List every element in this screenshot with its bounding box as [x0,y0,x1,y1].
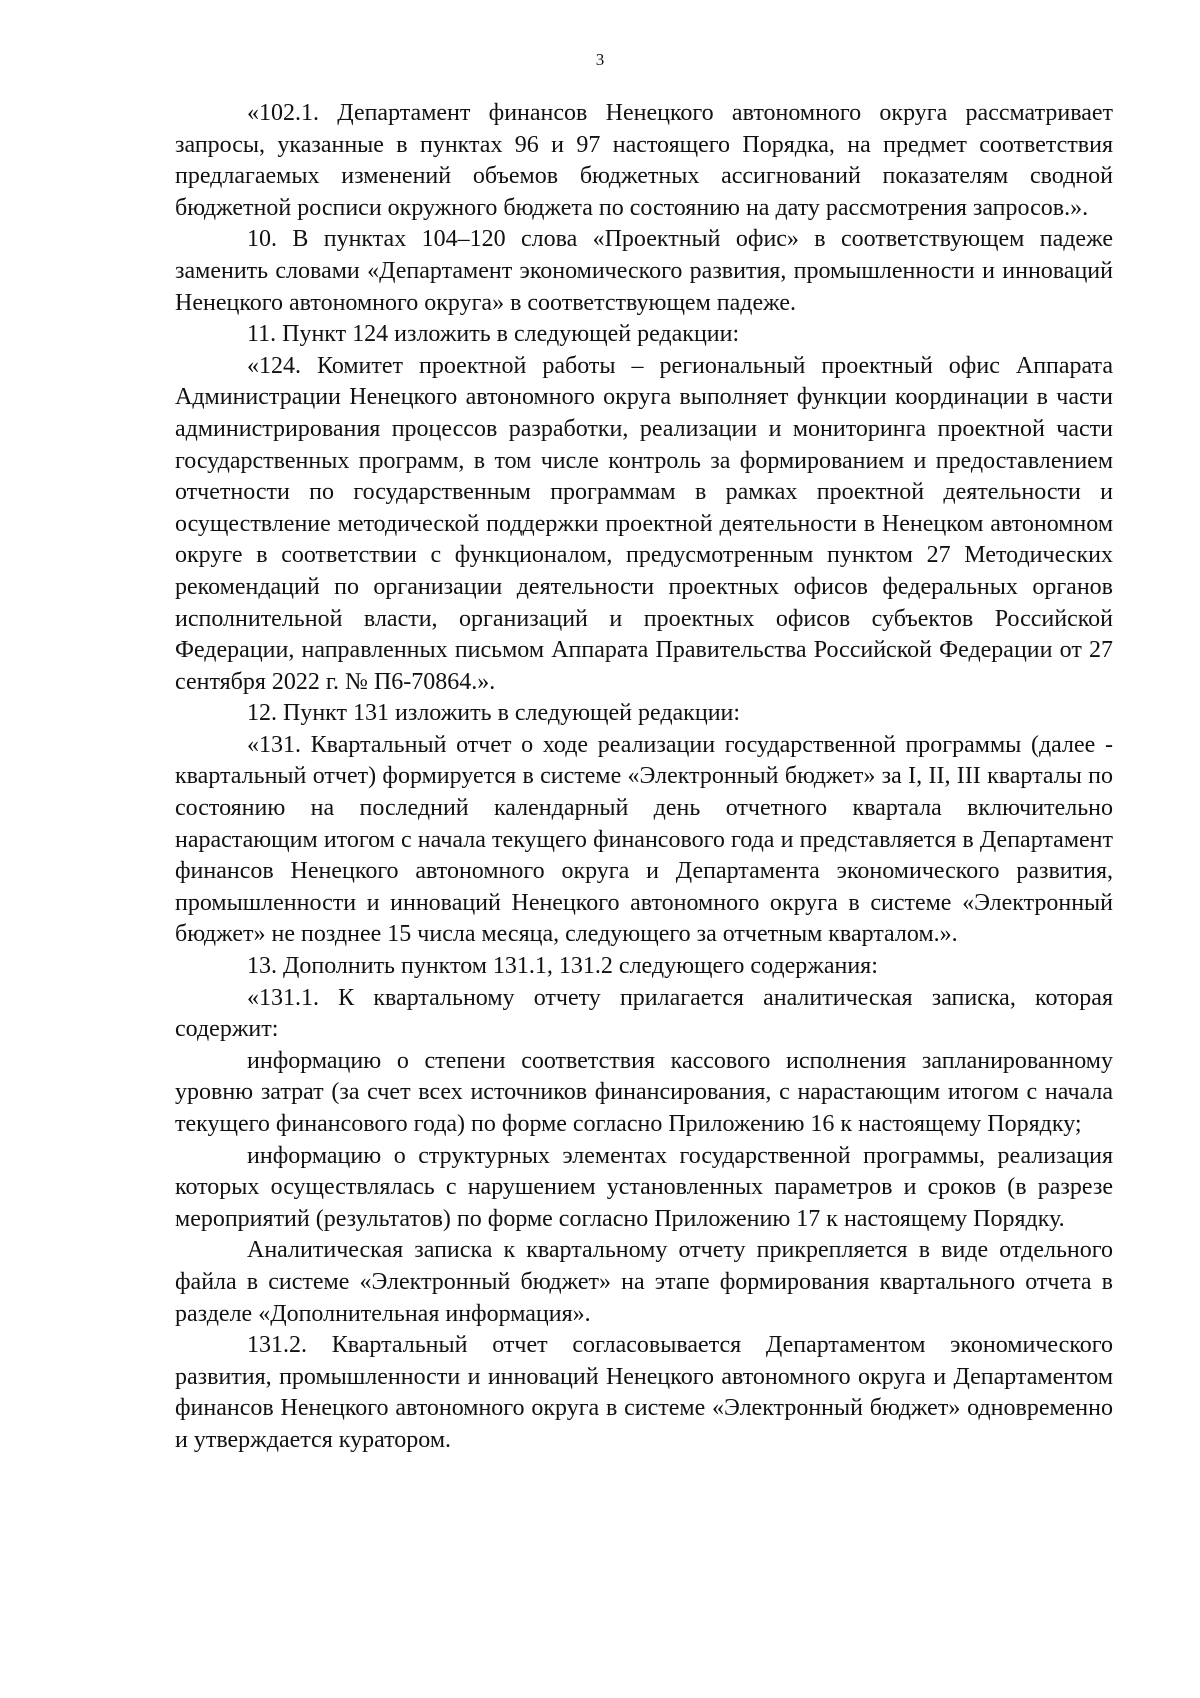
paragraph-info-structural-elements: информацию о структурных элементах государственной программы, реализация которых осуществлялась с нарушением установленных параметров и сроков (в разрезе мероприятий (результатов) по форме согласно Приложению 17 к настоящему Порядку. [175,1142,1113,1232]
document-body [175,98,1113,1457]
paragraph-131-1: «131.1. К квартальному отчету прилагается аналитическая записка, которая содержит: [175,984,1113,1043]
paragraph-info-cash-execution: информацию о степени соответствия кассового исполнения запланированному уровню затрат (за счет всех источников финансирования, с нарастающим итогом с начала текущего финансового года) по форме согласно Приложению 16 к настоящему Порядку; [175,1047,1113,1137]
page-number: 3 [595,50,605,69]
paragraph-102-1: «102.1. Департамент финансов Ненецкого автономного округа рассматривает запросы, указанные в пунктах 96 и 97 настоящего Порядка, на предмет соответствия предлагаемых изменений объемов бюджетных ассигнований показателям сводной бюджетной росписи окружного бюджета по состоянию на дату рассмотрения запросов.». [175,100,1113,221]
paragraph-item-11: 11. Пункт 124 изложить в следующей редакции: [247,321,740,348]
paragraph-item-12: 12. Пункт 131 изложить в следующей редакции: [247,700,741,727]
paragraph-131-2: 131.2. Квартальный отчет согласовывается Департаментом экономического развития, промышленности и инноваций Ненецкого автономного округа и Департаментом финансов Ненецкого автономного округа в системе «Электронный бюджет» одновременно и утверждается куратором. [175,1332,1113,1453]
paragraph-item-10: 10. В пунктах 104–120 слова «Проектный офис» в соответствующем падеже заменить словами «Департамент экономического развития, промышленности и инноваций Ненецкого автономного округа» в соответствующем падеже. [175,226,1113,316]
paragraph-124: «124. Комитет проектной работы – региональный проектный офис Аппарата Администрации Ненецкого автономного округа выполняет функции координации в части администрирования процессов разработки, реализации и мониторинга проектной части государственных программ, в том числе контроль за формированием и предоставлением отчетности по государственным программам в рамках проектной деятельности и осуществление методической поддержки проектной деятельности в Ненецком автономном округе в соответствии с функционалом, предусмотренным пунктом 27 Методических рекомендаций по организации деятельности проектных офисов федеральных органов исполнительной власти, организаций и проектных офисов субъектов Российской Федерации, направленных письмом Аппарата Правительства Российской Федерации от 27 сентября 2022 г. № П6-70864.». [175,352,1113,695]
paragraph-analytical-note: Аналитическая записка к квартальному отчету прикрепляется в виде отдельного файла в системе «Электронный бюджет» на этапе формирования квартального отчета в разделе «Дополнительная информация». [175,1237,1113,1327]
paragraph-131: «131. Квартальный отчет о ходе реализации государственной программы (далее - квартальный отчет) формируется в системе «Электронный бюджет» за I, II, III кварталы по состоянию на последний календарный день отчетного квартала включительно нарастающим итогом с начала текущего финансового года и представляется в Департамент финансов Ненецкого автономного округа и Департамента экономического развития, промышленности и инноваций Ненецкого автономного округа в системе «Электронный бюджет» не позднее 15 числа месяца, следующего за отчетным кварталом.». [175,731,1113,948]
paragraph-item-13: 13. Дополнить пунктом 131.1, 131.2 следующего содержания: [247,953,878,980]
